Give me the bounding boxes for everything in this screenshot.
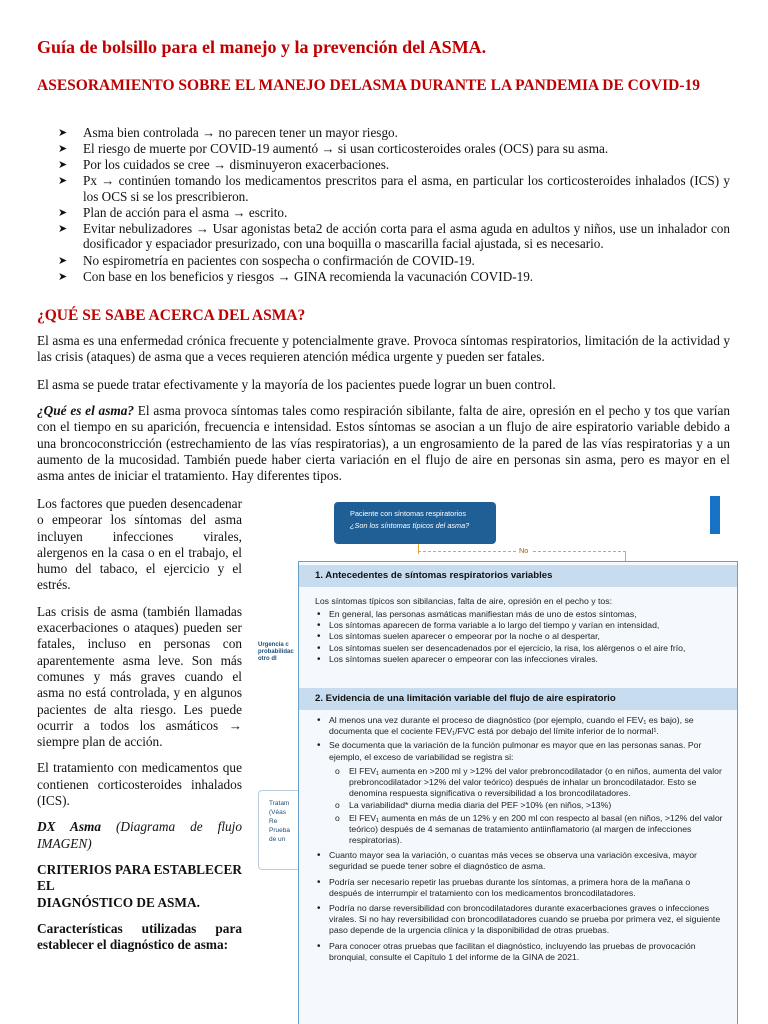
- criteria-box: [298, 561, 738, 1024]
- list-subitem: o La variabilidad* diurna media diaria del PEF >10% (en niños, >13%): [325, 800, 725, 811]
- arrowhead-bullet-icon: ➤: [58, 221, 68, 235]
- arrowhead-bullet-icon: ➤: [58, 158, 68, 172]
- list-subitem: o El FEV₁ aumenta en más de un 12% y en 200 ml con respecto al basal (en niños, >12% del valor teórico) después de 4 semanas de tratamiento antiinflamatorio (al margen de infecciones respiratorias).: [325, 813, 725, 847]
- list-item: ➤ Evitar nebulizadores → Usar agonistas beta2 de acción corta para el asma aguda en adultos y niños, use un inhalador con dosificador y espaciador presurizado, con una boquilla o mascarilla facial ajustada, si es necesario.: [58, 220, 730, 252]
- flow-connector: [418, 544, 419, 554]
- section-heading-asma: ¿QUÉ SE SABE ACERCA DEL ASMA?: [37, 307, 306, 324]
- paragraph-body: El asma provoca síntomas tales como respiración sibilante, falta de aire, opresión en el pecho y tos que varían con el tiempo en su aparición, frecuencia e intensidad. Estos síntomas se asocian a un flujo de aire espiratorio variable debido a una broncoconstricción (estrechamiento de las vías respiratorias), a un engrosamiento de la pared de las vías respiratorias y a un aumento de la mucosidad. También puede haber cierta variación en el flujo de aire en personas sin asma, pero es mayor en el asma antes de iniciar el tratamiento. Hay diferentes tipos.: [37, 403, 731, 484]
- list-item: ➤ Por los cuidados se cree → disminuyeron exacerbaciones.: [58, 157, 390, 173]
- flowchart-start-line1: Paciente con síntomas respiratorios: [350, 509, 466, 518]
- paragraph-crisis: Las crisis de asma (también llamadas exacerbaciones o ataques) pueden ser fatales, incluso en personas con aparentemente asma leve. Son más comunes y más graves cuando el asma no está controlada, y en algunos pacientes de alta riesgo. Les puede ocurrir a todos los asmáticos → siempre plan de acción.: [37, 603, 242, 750]
- criteria-list-2: [315, 715, 725, 966]
- flowchart-start-line2: ¿Son los síntomas típicos del asma?: [350, 521, 470, 530]
- paragraph-treatment: El asma se puede tratar efectivamente y la mayoría de los pacientes puede lograr un buen control.: [37, 377, 556, 392]
- dx-label: DX Asma (Diagrama de flujo IMAGEN): [37, 819, 243, 851]
- list-item: • Cuanto mayor sea la variación, o cuantas más veces se observa una variación excesiva, mayor seguridad se puede tener sobre el diagnóstico de asma.: [315, 850, 725, 872]
- list-item: • En general, las personas asmáticas manifiestan más de uno de estos síntomas,: [315, 609, 725, 620]
- list-item: • Los síntomas suelen ser desencadenados por el ejercicio, la risa, los alérgenos o el aire frío,: [315, 643, 725, 654]
- list-item: • Podría ser necesario repetir las pruebas durante los síntomas, a primera hora de la mañana o después de interrumpir el tratamiento con los medicamentos broncodilatadores.: [315, 877, 725, 899]
- arrowhead-bullet-icon: ➤: [58, 142, 68, 156]
- arrowhead-bullet-icon: ➤: [58, 174, 68, 188]
- left-column: [37, 496, 242, 963]
- paragraph-lead: ¿Qué es el asma?: [37, 403, 135, 418]
- list-item: ➤ Con base en los beneficios y riesgos → GINA recomienda la vacunación COVID-19.: [58, 268, 534, 284]
- list-item: ➤ Asma bien controlada → no parecen tener un mayor riesgo.: [58, 125, 398, 140]
- criterios-heading-line2: DIAGNÓSTICO DE ASMA.: [37, 894, 200, 910]
- cropped-side-box: Tratam (Véas Re Prueba de un: [258, 790, 298, 870]
- list-item: • Podría no darse reversibilidad con broncodilatadores durante exacerbaciones graves o infecciones virales. Si no hay reversibilidad con broncodilatadores cuando se prueba por primera vez, el siguiente paso depende de la urgencia clínica y la disponibilidad de otras pruebas.: [315, 903, 725, 937]
- criteria-intro: Los síntomas típicos son sibilancias, falta de aire, opresión en el pecho y tos:: [315, 596, 612, 606]
- arrowhead-bullet-icon: ➤: [58, 126, 68, 139]
- paragraph-definition: El asma es una enfermedad crónica frecuente y potencialmente grave. Provoca síntomas respiratorios, limitación de la actividad y las crisis (ataques) de asma que a veces requieren atención médica urgente y pueden ser fatales.: [37, 333, 730, 365]
- covid-bullet-list: [58, 125, 730, 285]
- criteria-heading-2: 2. Evidencia de una limitación variable del flujo de aire espiratorio: [299, 688, 737, 710]
- blue-tab-marker: [710, 496, 720, 534]
- list-item: • Los síntomas aparecen de forma variable a lo largo del tiempo y varían en intensidad,: [315, 620, 725, 631]
- diagnosis-flowchart-image: [258, 490, 740, 1024]
- list-item: • Para conocer otras pruebas que facilitan el diagnóstico, incluyendo las pruebas de provocación bronquial, consulte el Capítulo 1 del informe de la GINA de 2021.: [315, 941, 725, 963]
- criteria-list-1: [315, 609, 725, 665]
- flowchart-start-box: [334, 502, 496, 544]
- arrowhead-bullet-icon: ➤: [58, 205, 68, 219]
- arrowhead-bullet-icon: ➤: [58, 269, 68, 283]
- section-heading-covid: ASESORAMIENTO SOBRE EL MANEJO DELASMA DURANTE LA PANDEMIA DE COVID-19: [37, 77, 701, 94]
- arrowhead-bullet-icon: ➤: [58, 253, 68, 267]
- flow-no-label: No: [516, 546, 531, 555]
- list-item: • Se documenta que la variación de la función pulmonar es mayor que en las personas sanas. Por ejemplo, el exceso de variabilidad se registra si:: [315, 740, 725, 762]
- flow-connector: [625, 551, 626, 561]
- criterios-heading-line1: CRITERIOS PARA ESTABLECER EL: [37, 861, 242, 894]
- paragraph-what-is-asthma: [37, 403, 730, 484]
- document-title: Guía de bolsillo para el manejo y la prevención del ASMA.: [37, 37, 487, 57]
- list-item: ➤ Plan de acción para el asma → escrito.: [58, 204, 288, 220]
- list-item: • Al menos una vez durante el proceso de diagnóstico (por ejemplo, cuando el FEV₁ es bajo), se documenta que el cociente FEV₁/FVC está por debajo del límite inferior de lo normal¹.: [315, 715, 725, 737]
- list-item: • Los síntomas suelen aparecer o empeorar por la noche o al despertar,: [315, 631, 725, 642]
- list-item: ➤ Px → continúen tomando los medicamentos prescritos para el asma, en particular los corticosteroides inhalados (ICS) y los OCS si se los prescribieron.: [58, 173, 730, 204]
- list-item: ➤ El riesgo de muerte por COVID-19 aumentó → si usan corticosteroides orales (OCS) para su asma.: [58, 141, 609, 157]
- list-item: • Los síntomas suelen aparecer o empeorar con las infecciones virales.: [315, 654, 725, 665]
- caracteristicas-label: Características utilizadas para establecer el diagnóstico de asma:: [37, 920, 242, 953]
- paragraph-ics: El tratamiento con medicamentos que contienen corticosteroides inhalados (ICS).: [37, 760, 242, 809]
- list-item: ➤ No espirometría en pacientes con sospecha o confirmación de COVID-19.: [58, 252, 475, 268]
- paragraph-triggers: Los factores que pueden desencadenar o empeorar los síntomas del asma incluyen infecciones virales, alergenos en la casa o en el trabajo, el humo del tabaco, el ejercicio y el estrés.: [37, 496, 242, 593]
- list-subitem: o El FEV₁ aumenta en >200 ml y >12% del valor prebroncodilatador (o en niños, aumenta del valor prebroncodilatador >12% del valor teórico) después de inhalar un broncodilatador. Esto se denomina respuesta significativa o reversibilidad a los broncodilatadores.: [325, 766, 725, 800]
- criteria-heading-1: 1. Antecedentes de síntomas respiratorios variables: [299, 565, 737, 587]
- cropped-side-label: Urgencia c probabilidac otro dl: [258, 642, 294, 662]
